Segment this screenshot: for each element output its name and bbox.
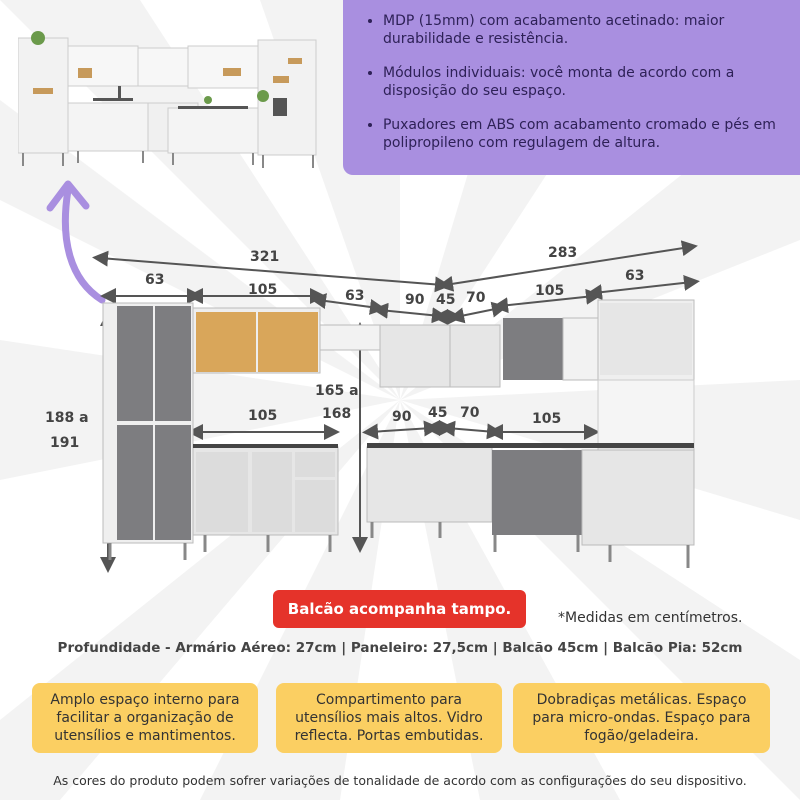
dim-top-63-mid: 63 <box>345 288 365 304</box>
base-cabinets-left <box>193 444 338 535</box>
info-box-hinges: Dobradiças metálicas. Espaço para micro-ondas. Espaço para fogão/geladeira. <box>513 683 770 753</box>
depth-info: Profundidade - Armário Aéreo: 27cm | Paneleiro: 27,5cm | Balcão 45cm | Balcão Pia: 52cm <box>57 640 743 656</box>
dim-top-90: 90 <box>405 292 425 308</box>
dim-base-105-left: 105 <box>248 408 278 424</box>
feature-item: • Puxadores em ABS com acabamento cromado e pés em polipropileno com regulagem de altura. <box>383 116 786 152</box>
oven-tower <box>598 300 694 450</box>
info-box-storage: Amplo espaço interno para facilitar a organização de utensílios e mantimentos. <box>32 683 258 753</box>
dim-top-70: 70 <box>466 290 486 306</box>
dim-height-mid-1: 165 a <box>315 383 359 399</box>
dim-top-105-right: 105 <box>535 283 565 299</box>
wall-cabinets-right <box>380 318 598 387</box>
dim-height-left-2: 191 <box>50 435 80 451</box>
dim-top-45: 45 <box>436 292 456 308</box>
color-disclaimer: As cores do produto podem sofrer variações de tonalidade de acordo com as configurações do seu dispositivo. <box>53 773 747 788</box>
dim-base-45: 45 <box>428 405 448 421</box>
dim-total-left: 321 <box>250 249 280 265</box>
countertop-included-label: Balcão acompanha tampo. <box>273 590 526 628</box>
measure-note: *Medidas em centímetros. <box>558 610 743 626</box>
pantry-cabinet <box>103 303 193 543</box>
dim-height-mid-2: 168 <box>322 406 352 422</box>
feature-item: • Módulos individuais: você monta de acordo com a disposição do seu espaço. <box>383 64 786 100</box>
dim-base-70: 70 <box>460 405 480 421</box>
dim-height-left-1: 188 a <box>45 410 89 426</box>
dim-base-90: 90 <box>392 409 412 425</box>
base-cabinets-right <box>367 443 694 545</box>
dim-top-105-left: 105 <box>248 282 278 298</box>
dim-top-63-left: 63 <box>145 272 165 288</box>
dim-total-right: 283 <box>548 245 578 261</box>
feature-item: • MDP (15mm) com acabamento acetinado: maior durabilidade e resistência. <box>383 12 786 48</box>
info-box-compartment: Compartimento para utensílios mais altos. Vidro reflecta. Portas embutidas. <box>276 683 502 753</box>
dim-base-105-right: 105 <box>532 411 562 427</box>
dim-top-63-right: 63 <box>625 268 645 284</box>
wall-cabinet-glass <box>193 308 380 373</box>
